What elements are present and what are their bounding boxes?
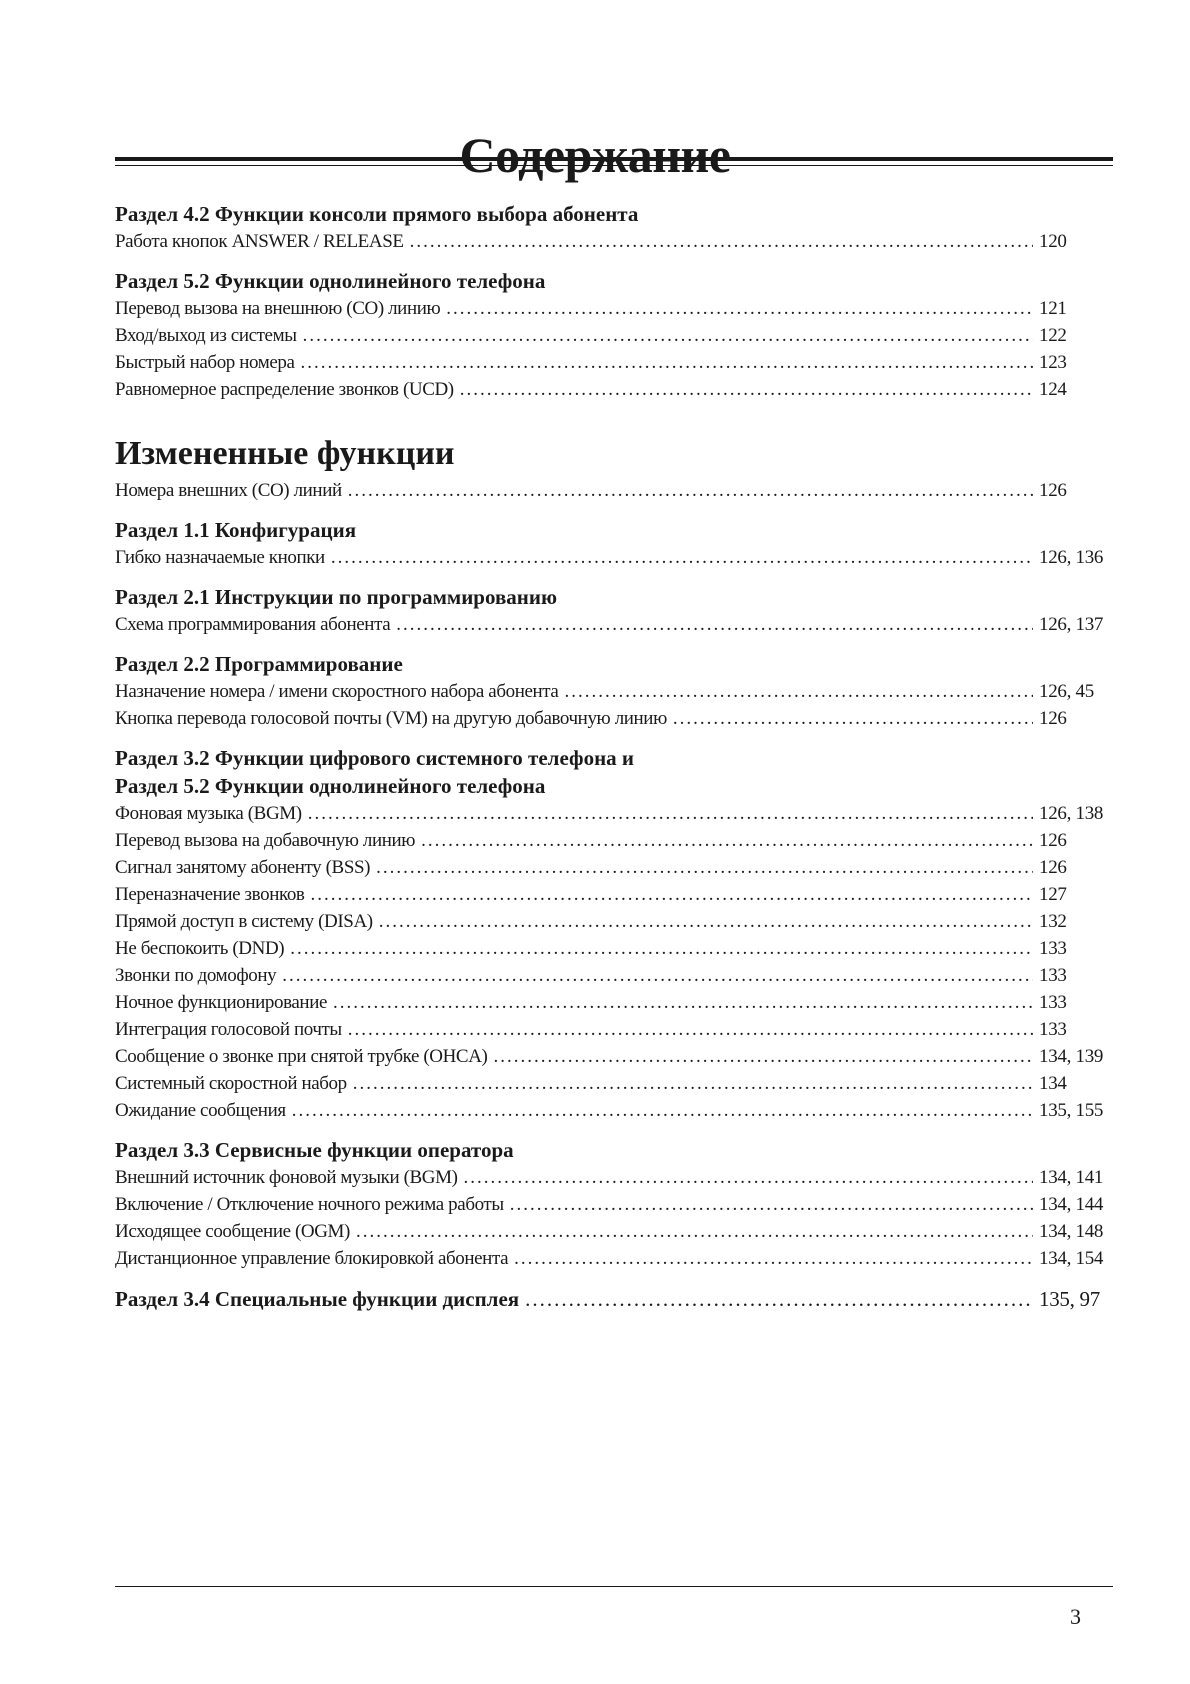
dot-leader	[333, 989, 1033, 1016]
title-rule	[115, 157, 1113, 166]
toc-entry[interactable]	[115, 908, 1113, 935]
toc-entry[interactable]	[115, 611, 1113, 638]
toc-entry[interactable]	[115, 349, 1113, 376]
toc-entry[interactable]	[115, 881, 1113, 908]
entry-label: Внешний источник фоновой музыки (BGM)	[115, 1167, 458, 1188]
page-title: Содержание	[459, 126, 731, 183]
entry-label: Кнопка перевода голосовой почты (VM) на другую добавочную линию	[115, 708, 667, 729]
entry-label: Звонки по домофону	[115, 965, 277, 986]
entry-label: Сообщение о звонке при снятой трубке (OHCA)	[115, 1046, 488, 1067]
toc-entry[interactable]	[115, 1070, 1113, 1097]
entry-label: Схема программирования абонента	[115, 614, 391, 635]
entry-page: 133	[1039, 938, 1067, 959]
entry-page: 134, 148	[1039, 1221, 1104, 1242]
entry-label: Равномерное распределение звонков (UCD)	[115, 379, 454, 400]
entry-label: Номера внешних (CO) линий	[115, 480, 342, 501]
entry-page: 132	[1039, 911, 1067, 932]
toc-entry[interactable]	[115, 854, 1113, 881]
dot-leader	[673, 705, 1033, 732]
entry-page: 133	[1039, 992, 1067, 1013]
toc-entry[interactable]	[115, 376, 1113, 403]
dot-leader	[348, 477, 1033, 504]
entry-label: Включение / Отключение ночного режима работы	[115, 1194, 504, 1215]
toc-entry[interactable]	[115, 1097, 1113, 1124]
entry-label: Фоновая музыка (BGM)	[115, 803, 302, 824]
entry-page: 127	[1039, 884, 1067, 905]
entry-page: 134, 141	[1039, 1167, 1104, 1188]
entry-label: Дистанционное управление блокировкой абонента	[115, 1248, 509, 1269]
toc-entry[interactable]	[115, 1164, 1113, 1191]
dot-leader	[564, 678, 1033, 705]
entry-page: 126, 45	[1039, 681, 1094, 702]
dot-leader	[421, 827, 1033, 854]
dot-leader	[464, 1164, 1033, 1191]
entry-page: 126	[1039, 830, 1067, 851]
entry-label: Переназначение звонков	[115, 884, 305, 905]
entry-page: 124	[1039, 379, 1067, 400]
entry-label: Ночное функционирование	[115, 992, 327, 1013]
toc-entry[interactable]	[115, 962, 1113, 989]
entry-page: 133	[1039, 965, 1067, 986]
dot-leader	[290, 935, 1033, 962]
dot-leader	[303, 322, 1033, 349]
entry-page: 126, 137	[1039, 614, 1104, 635]
toc-entry[interactable]	[115, 295, 1113, 322]
dot-leader	[460, 376, 1033, 403]
dot-leader	[356, 1218, 1033, 1245]
changed-functions-heading: Измененные функции	[115, 435, 455, 472]
dot-leader	[493, 1043, 1033, 1070]
entry-page: 126, 138	[1039, 803, 1104, 824]
entry-label: Назначение номера / имени скоростного набора абонента	[115, 681, 559, 702]
section-heading: Раздел 4.2 Функции консоли прямого выбора абонента	[115, 202, 639, 226]
entry-label: Гибко назначаемые кнопки	[115, 547, 325, 568]
entry-label: Перевод вызова на внешнюю (CO) линию	[115, 298, 441, 319]
entry-label: Ожидание сообщения	[115, 1100, 286, 1121]
section-heading: Раздел 2.1 Инструкции по программированию	[115, 585, 558, 609]
toc-entry[interactable]	[115, 1191, 1113, 1218]
toc-entry[interactable]	[115, 1043, 1113, 1070]
dot-leader	[301, 349, 1033, 376]
entry-page: 135, 97	[1039, 1287, 1100, 1311]
entry-page: 134, 144	[1039, 1194, 1104, 1215]
page-number: 3	[1070, 1604, 1081, 1629]
entry-label: Быстрый набор номера	[115, 352, 295, 373]
entry-page: 134	[1039, 1073, 1067, 1094]
dot-leader	[308, 800, 1033, 827]
toc-entry[interactable]	[115, 827, 1113, 854]
toc	[115, 200, 1113, 1314]
entry-page: 123	[1039, 352, 1067, 373]
toc-entry[interactable]	[115, 228, 1113, 255]
dot-leader	[446, 295, 1033, 322]
entry-label: Не беспокоить (DND)	[115, 938, 285, 959]
entry-label: Интеграция голосовой почты	[115, 1019, 342, 1040]
entry-label: Работа кнопок ANSWER / RELEASE	[115, 231, 404, 252]
dot-leader	[379, 908, 1033, 935]
toc-entry[interactable]	[115, 1245, 1113, 1272]
toc-entry[interactable]	[115, 1284, 1113, 1314]
entry-label: Прямой доступ в систему (DISA)	[115, 911, 373, 932]
section-heading: Раздел 1.1 Конфигурация	[115, 518, 357, 542]
dot-leader	[331, 544, 1033, 571]
dot-leader	[376, 854, 1033, 881]
entry-label: Сигнал занятому абоненту (BSS)	[115, 857, 371, 878]
dot-leader	[282, 962, 1033, 989]
toc-entry[interactable]	[115, 800, 1113, 827]
toc-entry[interactable]	[115, 1218, 1113, 1245]
dot-leader	[311, 881, 1034, 908]
dot-leader	[292, 1097, 1033, 1124]
entry-label: Раздел 3.4 Специальные функции дисплея	[115, 1287, 520, 1311]
toc-entry[interactable]	[115, 678, 1113, 705]
entry-page: 134, 154	[1039, 1248, 1104, 1269]
section-heading: Раздел 3.3 Сервисные функции оператора	[115, 1138, 514, 1162]
toc-entry[interactable]	[115, 477, 1113, 504]
entry-label: Системный скоростной набор	[115, 1073, 347, 1094]
toc-entry[interactable]	[115, 544, 1113, 571]
dot-leader	[410, 228, 1033, 255]
toc-entry[interactable]	[115, 989, 1113, 1016]
entry-page: 133	[1039, 1019, 1067, 1040]
toc-entry[interactable]	[115, 322, 1113, 349]
dot-leader	[510, 1191, 1033, 1218]
entry-page: 120	[1039, 231, 1067, 252]
entry-page: 122	[1039, 325, 1067, 346]
entry-page: 126	[1039, 480, 1067, 501]
dot-leader	[348, 1016, 1033, 1043]
entry-page: 121	[1039, 298, 1067, 319]
section-heading: Раздел 3.2 Функции цифрового системного телефона и	[115, 746, 635, 770]
entry-page: 126	[1039, 708, 1067, 729]
toc-entry[interactable]	[115, 1016, 1113, 1043]
toc-entry[interactable]	[115, 935, 1113, 962]
section-heading: Раздел 5.2 Функции однолинейного телефона	[115, 269, 546, 293]
entry-label: Вход/выход из системы	[115, 325, 297, 346]
entry-page: 126, 136	[1039, 547, 1104, 568]
entry-label: Перевод вызова на добавочную линию	[115, 830, 416, 851]
dot-leader	[396, 611, 1033, 638]
toc-entry[interactable]	[115, 705, 1113, 732]
entry-label: Исходящее сообщение (OGM)	[115, 1221, 350, 1242]
entry-page: 135, 155	[1039, 1100, 1104, 1121]
section-heading: Раздел 2.2 Программирование	[115, 652, 403, 676]
entry-page: 134, 139	[1039, 1046, 1104, 1067]
dot-leader	[514, 1245, 1033, 1272]
section-heading: Раздел 5.2 Функции однолинейного телефона	[115, 774, 546, 798]
dot-leader	[525, 1284, 1033, 1314]
footer-rule	[115, 1586, 1113, 1587]
entry-page: 126	[1039, 857, 1067, 878]
dot-leader	[353, 1070, 1033, 1097]
